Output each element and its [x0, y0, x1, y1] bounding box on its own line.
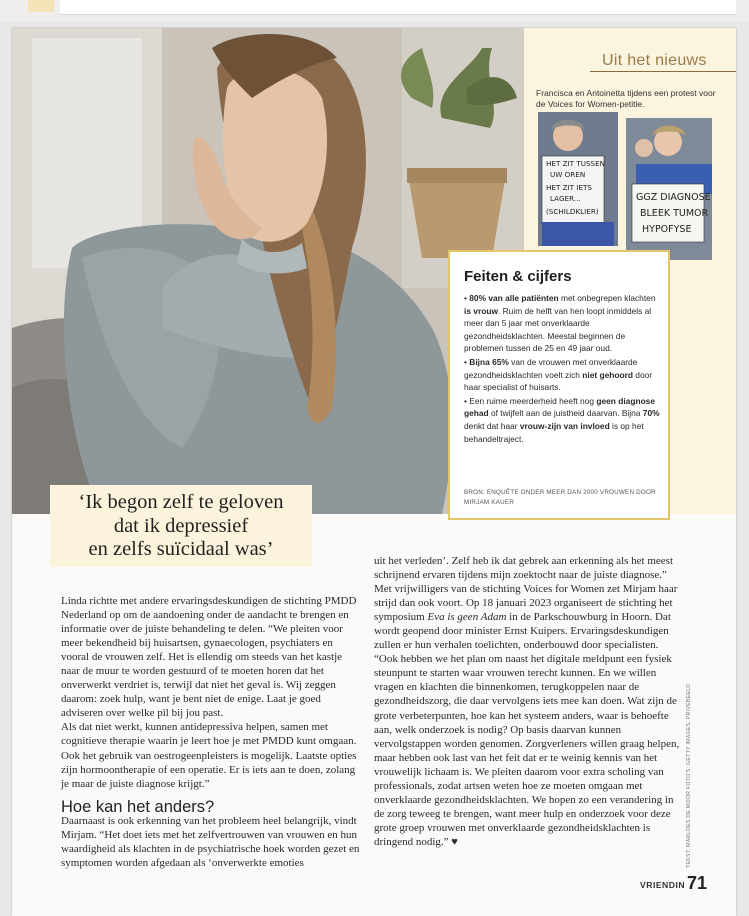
sign1-line5: (SCHILDKLIER) — [546, 207, 599, 216]
facts-box — [448, 250, 670, 520]
facts-item-1 — [464, 292, 664, 355]
section-heading: Hoe kan het anders? — [61, 797, 215, 816]
facts-item-2 — [464, 356, 664, 394]
facts-stat-70: 70% — [642, 408, 660, 419]
magazine-page — [12, 28, 736, 916]
right-paragraph-2-a: Met vrijwilligers van de stichting Voices for Women zet Mirjam haar strijd dan ook voort. Op 18 januari 2023 organiseert de stichting het symposium — [374, 583, 678, 624]
facts-stat-vrouw-zijn: vrouw-zijn van invloed — [519, 420, 610, 431]
sign1-line1: HET ZIT TUSSEN — [546, 159, 606, 168]
facts-stat-65: Bijna 65% — [469, 356, 509, 367]
previous-page-strip — [0, 0, 749, 22]
pull-quote-line-1: ‘Ik begon zelf te geloven — [78, 491, 284, 513]
facts-text: door haar specialist of huisarts. — [464, 369, 653, 393]
right-paragraph-1: uit het verleden’. Zelf heb ik dat gebrek aan erkenning als het meest schrijnend ervaren tijdens mijn zoektocht naar de juiste diagnose.” — [374, 555, 674, 582]
news-rule — [590, 71, 736, 72]
magazine-name: VRIENDIN — [640, 880, 686, 890]
left-paragraph-1: Linda richtte met andere ervaringsdeskundigen de stichting PMDD Nederland op om de aandoening onder de aandacht te brengen en informatie over de juiste behandeling te delen. “We pleiten voor meer bekendheid bij huisartsen, gynaecologen, psychiaters en vooral de vrouwen zelf. Het is ellendig om steeds van het kastje naar de muur te worden gestuurd of te moeten horen dat het onverwerkt verdriet is, terwijl dat niet het geval is. Wij zeggen daarom: zoek hulp, want je bent niet de enige. Laat je goed adviseren over welke pil bij jou past. — [61, 595, 357, 720]
facts-source: BRON: ENQUÊTE ONDER MEER DAN 2000 VROUWEN DOOR MIRJAM KAUER — [464, 489, 656, 506]
left-column — [61, 594, 360, 870]
news-heading: Uit het nieuws — [602, 52, 707, 69]
facts-body — [464, 292, 664, 446]
facts-stat-niet-gehoord: niet gehoord — [582, 369, 633, 380]
right-paragraph-3 — [374, 652, 680, 849]
facts-text: met onbegrepen klachten — [558, 293, 656, 303]
sign2-line1: GGZ DIAGNOSE — [636, 192, 711, 203]
facts-item-3 — [464, 395, 664, 445]
pull-quote-line-2: dat ik depressief — [113, 514, 249, 537]
protest-photo-illustration — [536, 112, 714, 262]
right-column — [374, 554, 680, 849]
sign1-line3: HET ZIT IETS — [546, 183, 592, 192]
facts-title: Feiten & cijfers — [464, 268, 572, 285]
symposium-title: Eva is geen Adam — [427, 611, 507, 624]
page-number: 71 — [687, 873, 708, 893]
facts-stat-vrouw: is vrouw — [464, 305, 498, 316]
sign1-line4: LAGER... — [550, 194, 581, 203]
left-paragraph-2: Als dat niet werkt, kunnen antidepressiva helpen, samen met cognitieve therapie waarin je leert hoe je met PMDD kunt omgaan. Ook het gebruik van oestrogeenpleisters is mogelijk. Laatste opties zijn hormoontherapie of een operatie. Er is iets aan te doen, zolang je maar de juiste diagnose krijgt.” — [61, 721, 357, 790]
facts-text: • Een ruime meerderheid heeft nog — [464, 395, 597, 406]
end-mark-icon: ♥ — [448, 835, 458, 848]
previous-page-edge — [60, 0, 736, 15]
facts-stat-geen-diagnose: geen diagnose gehad — [464, 395, 655, 419]
sign1-line2: UW OREN — [550, 170, 586, 179]
photo-credits: TEKST: MARLOES DE MOOR FOTO'S: GETTY IMAGES, PRIVÉBEELD — [686, 683, 692, 868]
pull-quote — [50, 485, 312, 567]
facts-text: van de vrouwen met onverklaarde gezondheidsklachten voelt zich — [464, 356, 638, 380]
right-paragraph-2-c: in de Parkschouwburg in Hoorn. Dat wordt geopend door minister Ernst Kuipers. Ervaringsdeskundigen zullen er hun verhalen toelichten, onderbouwd door specialisten. — [374, 611, 671, 652]
right-paragraph-3-text: “Ook hebben we het plan om naast het digitale meldpunt een fysiek steunpunt te starten waar vrouwen terecht kunnen. En we willen vragen en klachten die binnenkomen, terugkoppelen naar de gezondheidszorg, die daar vervolgens iets mee kan doen. Wat zijn de grote verbeterpunten, hoe kan het systeem anders, waar is behoefte aan, welk onderzoek is nodig? Op basis daarvan kunnen vervolgstappen worden genomen. Zorgverleners willen graag helpen, maar hebben ook last van het feit dat er te weinig kennis van het vrouwelijk lichaam is. We pleiten daarom voor extra scholing van professionals, zodat artsen weten hoe ze moeten omgaan met onverklaarde gezondheidsklachten. We hopen zo een verandering in de zorg teweeg te brengen, want meer hulp en onderzoek voor deze grote groep vrouwen met onverklaarde gezondheidsklachten is dringend nodig.” — [374, 653, 680, 848]
facts-text: . Ruim de helft van hen loopt inmiddels al meer dan 5 jaar met onverklaarde gezondheidsklachten. Meestal beginnen de problemen tussen de 25 en 49 jaar oud. — [464, 305, 652, 354]
right-paragraph-2 — [374, 582, 680, 652]
pull-quote-line-3: en zelfs suïcidaal was’ — [88, 538, 274, 560]
previous-page-tab — [28, 0, 54, 12]
sign2-line3: HYPOFYSE — [642, 224, 692, 235]
protest-photos — [536, 112, 714, 262]
bullet: • — [464, 356, 470, 367]
bullet: • — [464, 293, 470, 303]
facts-text: denkt dat haar — [464, 420, 520, 431]
facts-stat-80: 80% van alle patiënten — [469, 293, 559, 303]
left-paragraph-3: Daarnaast is ook erkenning van het probleem heel belangrijk, vindt Mirjam. “Het doet iets met het zelfvertrouwen van vrouwen en hun waardigheid als klachten in de psychiatrische hoek worden gezet en symptomen worden afgedaan als ‘onverwerkte emoties — [61, 814, 360, 869]
news-caption: Francisca en Antoinetta tijdens een protest voor de Voices for Women-petitie. — [536, 88, 716, 109]
sign2-line2: BLEEK TUMOR — [640, 208, 709, 219]
facts-text: of twijfelt aan de juistheid daarvan. Bijna — [488, 408, 643, 419]
facts-text: is op het behandeltraject. — [464, 420, 644, 444]
